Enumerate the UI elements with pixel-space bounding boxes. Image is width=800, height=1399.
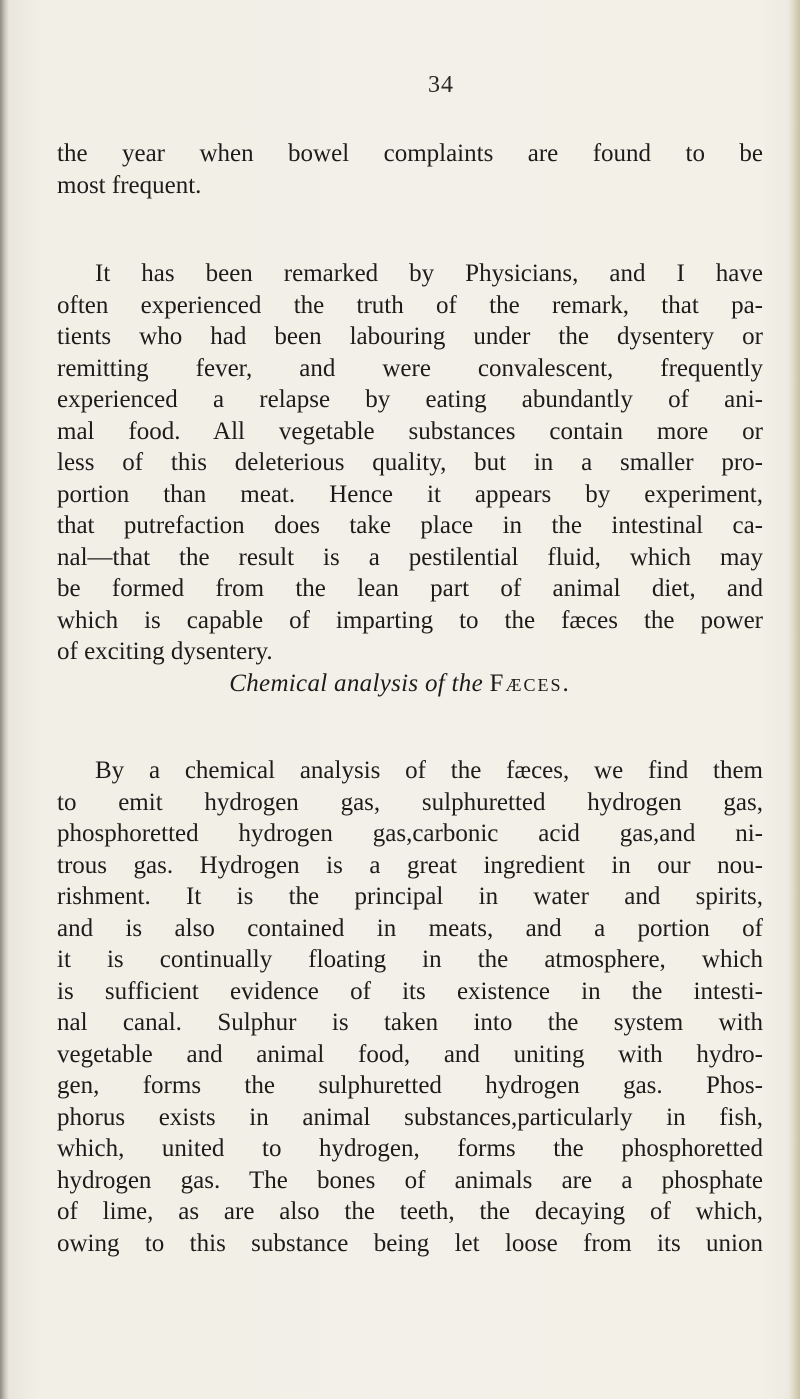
text-line: gen, forms the sulphuretted hydrogen gas. Phos- (57, 1072, 763, 1099)
text-line: remitting fever, and were convalescent, frequently (57, 354, 763, 382)
text-line: be formed from the lean part of animal diet, and (57, 575, 763, 602)
text-line: it is continually floating in the atmosphere, which (57, 946, 763, 973)
text-line: portion than meat. Hence it appears by experiment, (57, 480, 763, 508)
text-line: tients who had been labouring under the dysentery or (57, 323, 763, 350)
text-line: hydrogen gas. The bones of animals are a phosphate (57, 1166, 763, 1194)
text-line: vegetable and animal food, and uniting with hydro- (57, 1040, 763, 1068)
text-line: rishment. It is the principal in water and spirits, (57, 883, 763, 910)
text-line: trous gas. Hydrogen is a great ingredient in our nou- (57, 851, 763, 879)
paragraph-continued (57, 138, 763, 201)
text-line: nal—that the result is a pestilential fluid, which may (57, 543, 763, 571)
paragraph-analysis (57, 755, 763, 1259)
text-line: It has been remarked by Physicians, and I have (95, 260, 763, 287)
text-line: is sufficient evidence of its existence in the intesti- (57, 977, 763, 1005)
text-line: phorus exists in animal substances,particularly in fish, (57, 1103, 763, 1131)
text-line: By a chemical analysis of the fæces, we find them (95, 757, 763, 784)
text-line: to emit hydrogen gas, sulphuretted hydrogen gas, (57, 788, 763, 816)
text-line: phosphoretted hydrogen gas,carbonic acid gas,and ni- (57, 820, 763, 847)
text-line: owing to this substance being let loose from its union (57, 1229, 763, 1257)
paragraph-remark (57, 258, 763, 668)
page-binding-shadow (0, 0, 9, 1399)
text-line: of lime, as are also the teeth, the decaying of which, (57, 1198, 763, 1225)
section-heading-small-caps: Fæces. (489, 670, 571, 697)
text-line: experienced a relapse by eating abundantly of ani- (57, 386, 763, 413)
page-edge (788, 0, 800, 1399)
text-line: and is also contained in meats, and a portion of (57, 914, 763, 942)
text-line: which, united to hydrogen, forms the phosphoretted (57, 1135, 763, 1162)
text-line: which is capable of imparting to the fæces the power (57, 606, 763, 634)
text-line: nal canal. Sulphur is taken into the system with (57, 1009, 763, 1036)
text-line: most frequent. (57, 171, 202, 199)
text-line: that putrefaction does take place in the intestinal ca- (57, 512, 763, 539)
text-line: often experienced the truth of the remark, that pa- (57, 291, 763, 319)
section-heading (0, 670, 800, 698)
text-line: the year when bowel complaints are found to be (57, 140, 763, 167)
page-number: 34 (428, 72, 454, 98)
text-line: of exciting dysentery. (57, 638, 273, 665)
text-line: mal food. All vegetable substances contain more or (57, 417, 763, 445)
text-line: less of this deleterious quality, but in a smaller pro- (57, 449, 763, 476)
section-heading-italic: Chemical analysis of the (229, 670, 483, 697)
